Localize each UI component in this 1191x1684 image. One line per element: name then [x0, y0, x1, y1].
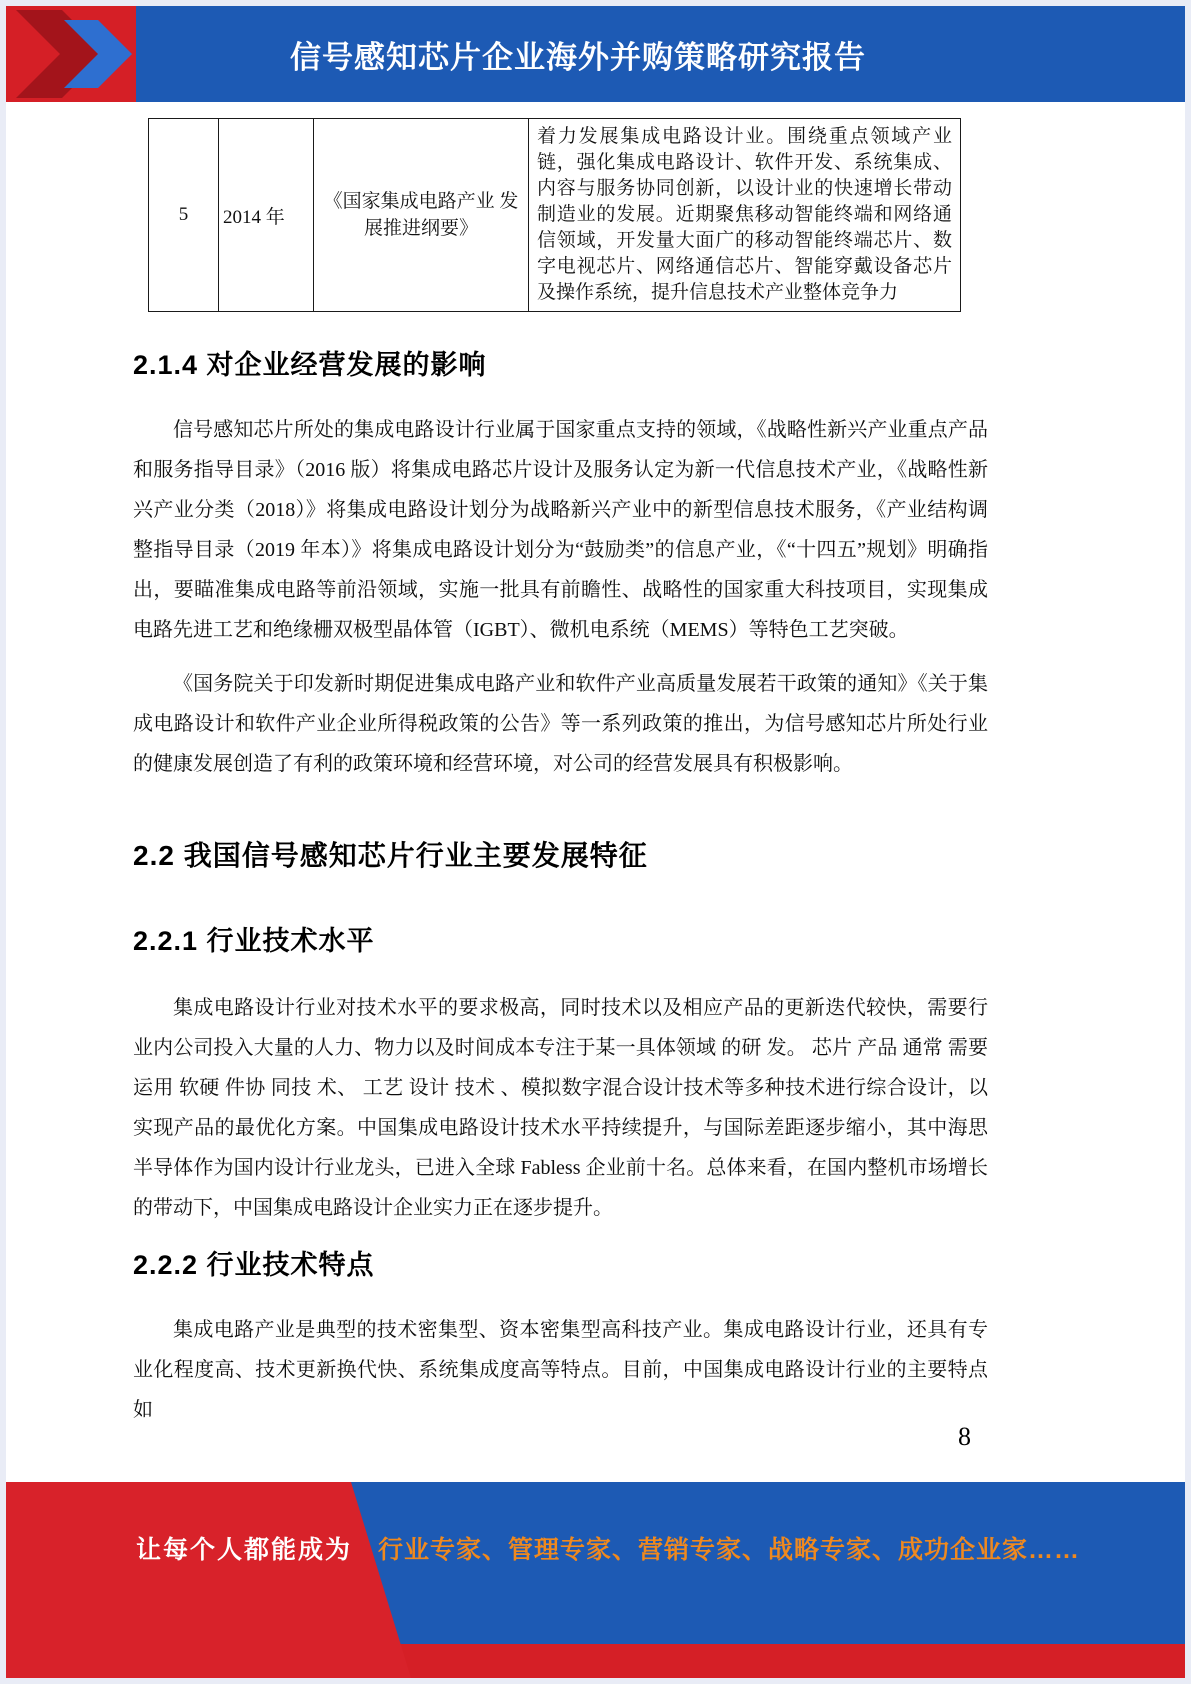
paragraph-2-2-2: 集成电路产业是典型的技术密集型、资本密集型高科技产业。集成电路设计行业，还具有专业化程度高、技术更新换代快、系统集成度高等特点。目前，中国集成电路设计行业的主要特点如	[133, 1319, 988, 1421]
cell-policy-name: 《国家集成电路产业 发展推进纲要》	[314, 119, 529, 312]
footer-slogan-left: 让每个人都能成为	[136, 1536, 353, 1564]
heading-2-2-2: 2.2.2 行业技术特点	[133, 1250, 375, 1280]
paragraph-2-1-4-1: 信号感知芯片所处的集成电路设计行业属于国家重点支持的领域，《战略性新兴产业重点产品和服务指导目录》（2016 版）将集成电路芯片设计及服务认定为新一代信息技术产业，《战略性新兴产业分类（2018）》将集成电路设计划分为战略新兴产业中的新型信息技术服务，《产业结构调整指导目录（2019 年本）》将集成电路设计划分为“鼓励类”的信息产业，《“十四五”规划》明确指出，要瞄准集成电路等前沿领域，实施一批具有前瞻性、战略性的国家重大科技项目，实现集成电路先进工艺和绝缘栅双极型晶体管（IGBT）、微机电系统（MEMS）等特色工艺突破。	[133, 419, 988, 641]
heading-2-2: 2.2 我国信号感知芯片行业主要发展特征	[133, 840, 648, 871]
report-title: 信号感知芯片企业海外并购策略研究报告	[290, 39, 866, 75]
footer-slogan-right: 行业专家、管理专家、营销专家、战略专家、成功企业家……	[378, 1536, 1081, 1564]
table-row	[149, 119, 961, 312]
brand-chevron-icon	[6, 6, 136, 102]
footer-banner	[6, 1482, 1185, 1678]
heading-2-2-1: 2.2.1 行业技术水平	[133, 926, 375, 956]
content-area	[6, 118, 1185, 1430]
brand-mark	[6, 6, 136, 102]
page-number: 8	[958, 1422, 971, 1451]
header-banner	[6, 6, 1185, 102]
paragraph-2-2-1: 集成电路设计行业对技术水平的要求极高，同时技术以及相应产品的更新迭代较快，需要行业内公司投入大量的人力、物力以及时间成本专注于某一具体领域 的研 发。 芯片 产品 通常 需要运用 软硬 件协 同技 术、 工艺 设计 技术 、模拟数字混合设计技术等多种技术进行综合设计，以实现产品的最优化方案。中国集成电路设计技术水平持续提升，与国际差距逐步缩小，其中海思半导体作为国内设计行业龙头，已进入全球 Fabless 企业前十名。总体来看，在国内整机市场增长的带动下，中国集成电路设计企业实力正在逐步提升。	[133, 997, 988, 1219]
heading-2-1-4: 2.1.4 对企业经营发展的影响	[133, 350, 487, 380]
policy-table	[148, 118, 961, 312]
paragraph-2-1-4-2: 《国务院关于印发新时期促进集成电路产业和软件产业高质量发展若干政策的通知》《关于集成电路设计和软件产业企业所得税政策的公告》等一系列政策的推出，为信号感知芯片所处行业的健康发展创造了有利的政策环境和经营环境，对公司的经营发展具有积极影响。	[133, 673, 988, 775]
cell-row-number: 5	[149, 119, 219, 312]
cell-year: 2014 年	[219, 119, 314, 312]
cell-policy-description: 着力发展集成电路设计业。围绕重点领域产业 链，强化集成电路设计、软件开发、系统集成、 内容与服务协同创新，以设计业的快速增长带动 制造业的发展。近期聚焦移动智能终端和网络通 信领域，开发量大面广的移动智能终端芯片、数 字电视芯片、网络通信芯片、智能穿戴设备芯片 及操作系统，提升信息技术产业整体竞争力	[529, 119, 961, 312]
